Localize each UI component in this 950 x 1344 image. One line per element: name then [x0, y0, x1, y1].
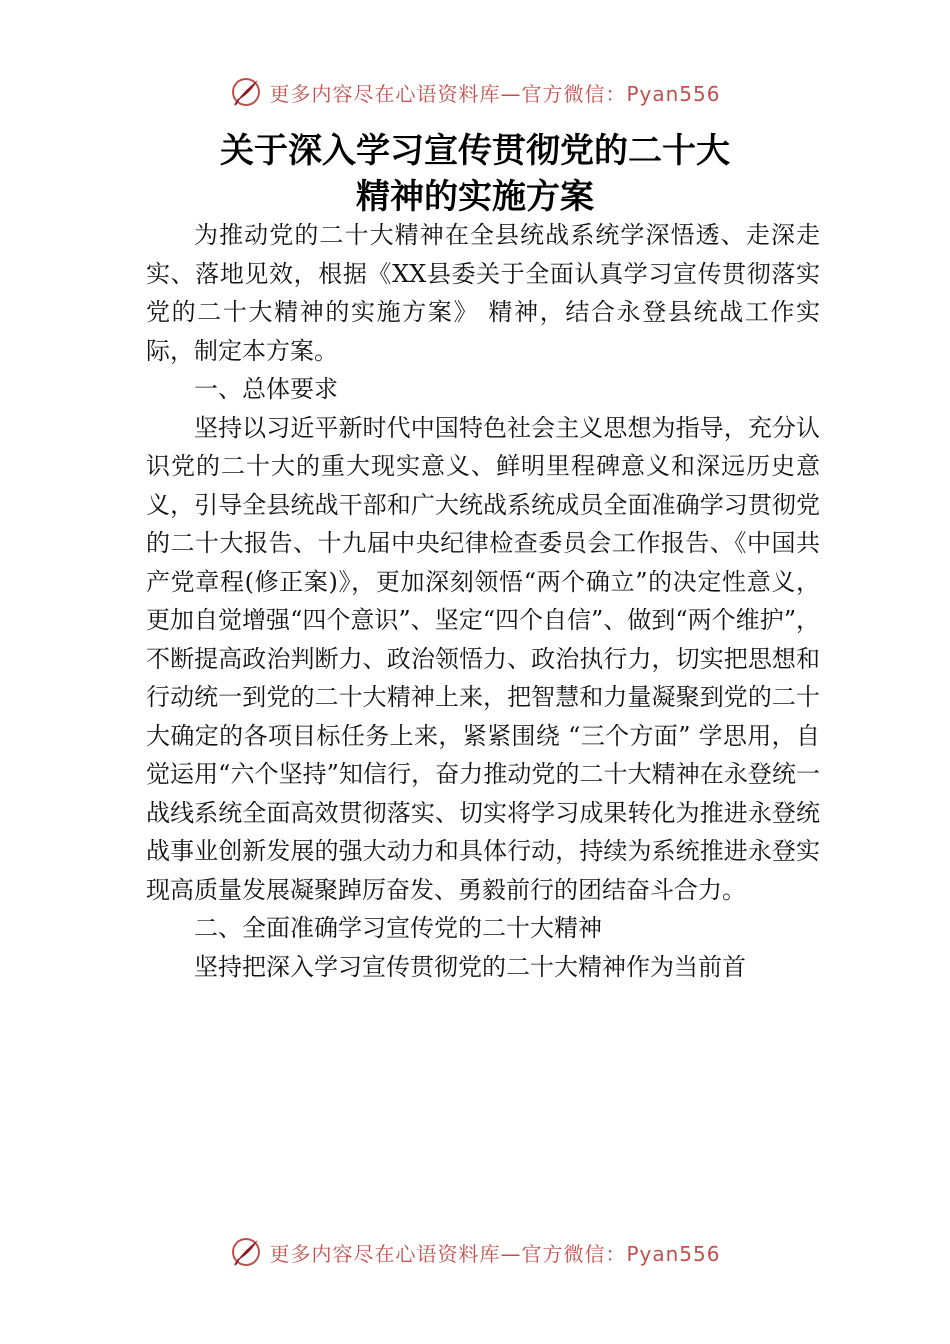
section-2-paragraph: 坚持把深入学习宣传贯彻党的二十大精神作为当前首 — [194, 952, 746, 981]
document-title — [0, 128, 950, 220]
watermark-text: 更多内容尽在心语资料库—官方微信：Pyan556 — [269, 81, 721, 106]
feather-quill-icon — [229, 75, 263, 109]
title-line-1: 关于深入学习宣传贯彻党的二十大 — [220, 131, 730, 171]
watermark-header — [0, 72, 950, 112]
watermark-footer — [0, 1232, 950, 1272]
title-line-2: 精神的实施方案 — [356, 177, 594, 217]
section-1-heading: 一、总体要求 — [194, 375, 338, 403]
section-2-heading: 二、全面准确学习宣传党的二十大精神 — [194, 914, 602, 942]
watermark-text: 更多内容尽在心语资料库—官方微信：Pyan556 — [269, 1241, 721, 1266]
document-body — [146, 216, 820, 986]
feather-quill-icon — [229, 1235, 263, 1269]
intro-paragraph: 为推动党的二十大精神在全县统战系统学深悟透、走深走实、落地见效，根据《XX县委关于全面认真学习宣传贯彻落实党的二十大精神的实施方案》 精神，结合永登县统战工作实际，制定本方案。 — [146, 221, 820, 365]
section-1-paragraph: 坚持以习近平新时代中国特色社会主义思想为指导，充分认识党的二十大的重大现实意义、鲜明里程碑意义和深远历史意义，引导全县统战干部和广大统战系统成员全面准确学习贯彻党的二十大报告、十九届中央纪律检查委员会工作报告、《中国共产党章程(修正案)》，更加深刻领悟“两个确立”的决定性意义，更加自觉增强“四个意识”、坚定“四个自信”、做到“两个维护”，不断提高政治判断力、政治领悟力、政治执行力，切实把思想和行动统一到党的二十大精神上来，把智慧和力量凝聚到党的二十大确定的各项目标任务上来，紧紧围绕 “三个方面” 学思用，自觉运用“六个坚持”知信行，奋力推动党的二十大精神在永登统一战线系统全面高效贯彻落实、切实将学习成果转化为推进永登统战事业创新发展的强大动力和具体行动，持续为系统推进永登实现高质量发展凝聚踔厉奋发、勇毅前行的团结奋斗合力。 — [146, 413, 820, 904]
